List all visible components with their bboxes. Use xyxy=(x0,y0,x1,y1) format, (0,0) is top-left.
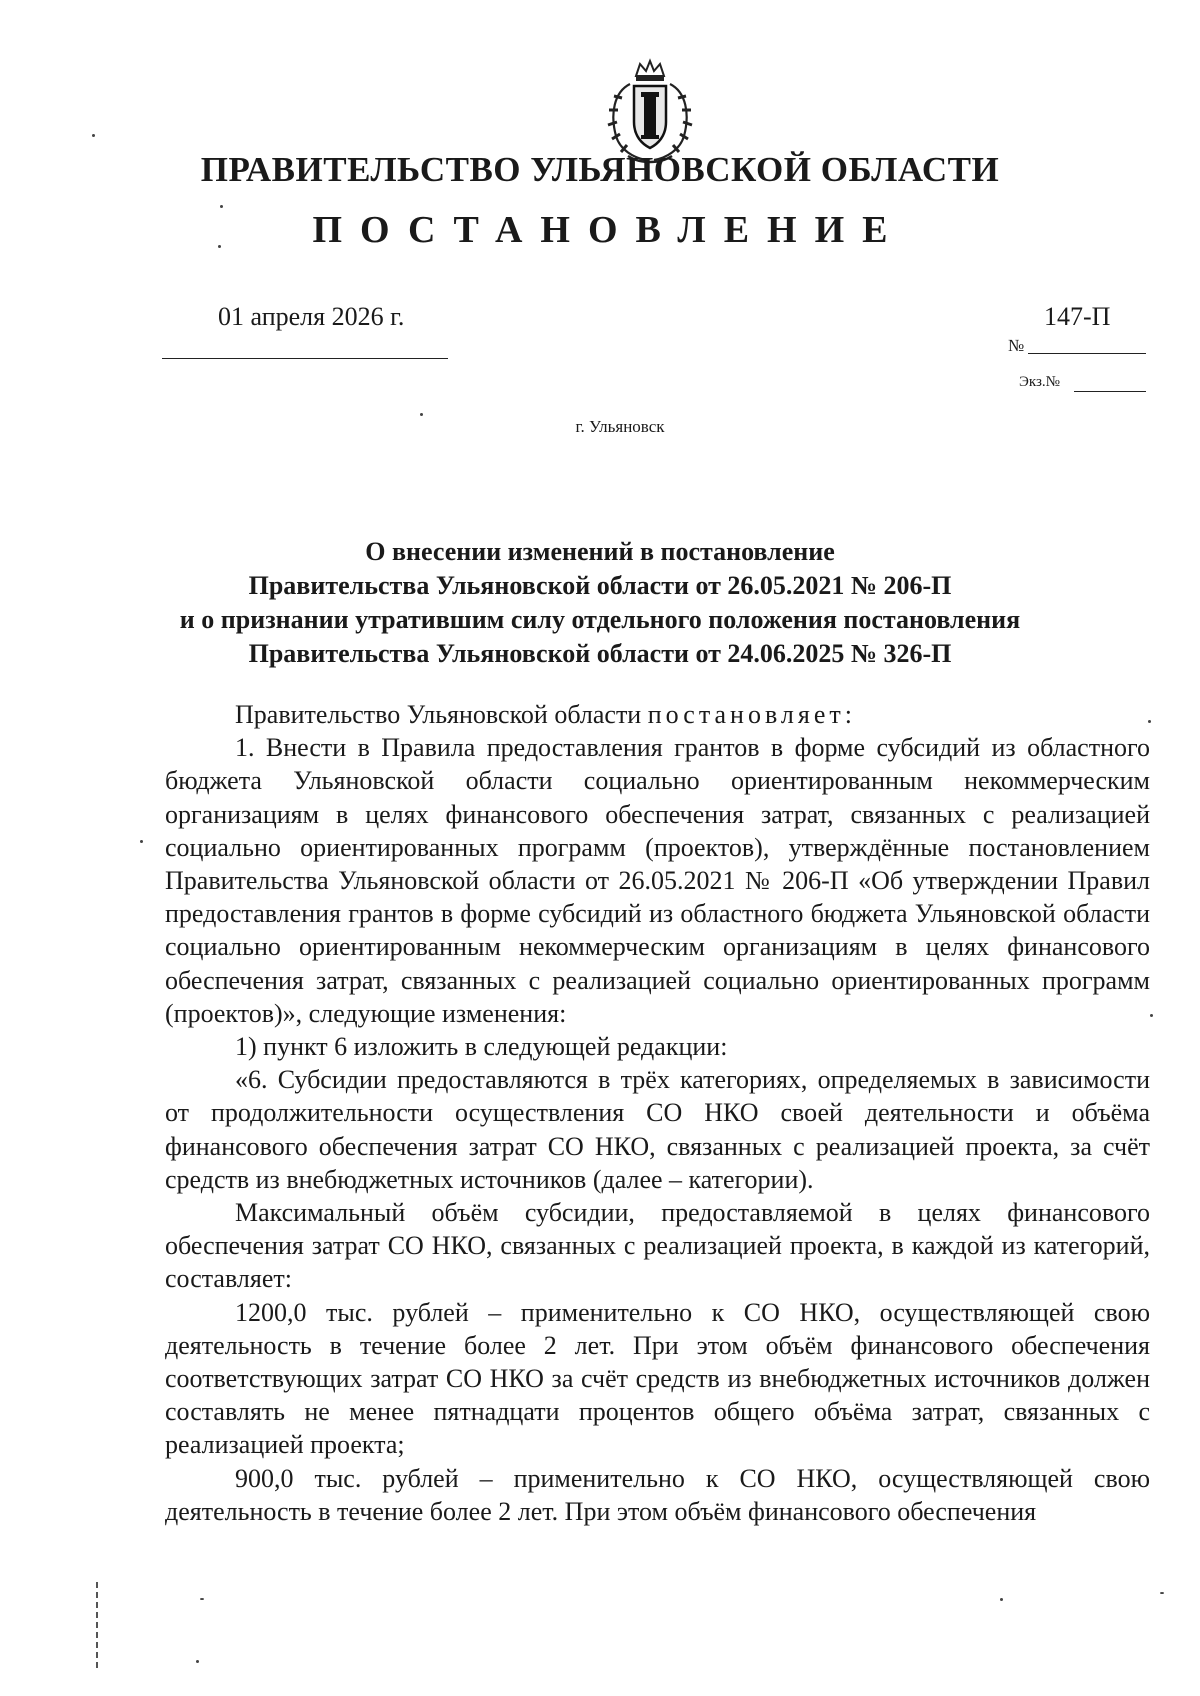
copy-number-underline xyxy=(1074,391,1146,392)
scan-speck xyxy=(1000,1598,1003,1601)
document-number: 147-П xyxy=(1044,302,1111,331)
scan-speck xyxy=(140,840,143,843)
body-paragraph: 900,0 тыс. рублей – применительно к СО НКО, осуществляющей свою деятельность в течение более 2 лет. При этом объём финансового обеспечения xyxy=(165,1463,1150,1526)
subject-line: Правительства Ульяновской области от 24.06.2025 № 326-П xyxy=(248,639,952,668)
body-paragraph: 1) пункт 6 изложить в следующей редакции: xyxy=(235,1032,728,1062)
document-subject xyxy=(0,535,1200,671)
preamble-text: Правительство Ульяновской области xyxy=(235,700,648,729)
government-title: ПРАВИТЕЛЬСТВО УЛЬЯНОВСКОЙ ОБЛАСТИ xyxy=(200,150,1000,189)
preamble-paragraph xyxy=(165,698,1150,731)
scan-speck xyxy=(92,134,95,137)
document-date: 01 апреля 2026 г. xyxy=(218,302,405,331)
scan-speck xyxy=(218,245,221,248)
body-paragraph: «6. Субсидии предоставляются в трёх категориях, определяемых в зависимости от продолжительности осуществления СО НКО своей деятельности и объёма финансового обеспечения затрат СО НКО, связанных с реализацией проекта, за счёт средств из внебюджетных источников (далее – категории). xyxy=(165,1065,1150,1194)
subject-line: Правительства Ульяновской области от 26.05.2021 № 206-П xyxy=(248,571,952,600)
scan-edge-mark xyxy=(96,1582,100,1668)
document-type-heading: ПОСТАНОВЛЕНИЕ xyxy=(312,209,906,251)
number-underline xyxy=(1028,353,1146,354)
scan-speck xyxy=(1150,1014,1153,1017)
document-body xyxy=(165,698,1150,1528)
scan-speck xyxy=(420,413,423,416)
scan-speck xyxy=(1160,1592,1164,1594)
copy-number-label: Экз.№ xyxy=(1019,374,1060,390)
scan-speck xyxy=(196,1660,199,1663)
preamble-verb: постановляет: xyxy=(647,700,856,729)
body-paragraph: Максимальный объём субсидии, предоставляемой в целях финансового обеспечения затрат СО НКО, связанных с реализацией проекта, в каждой из категорий, составляет: xyxy=(165,1198,1150,1294)
scan-speck xyxy=(220,205,223,208)
scan-speck xyxy=(200,1598,204,1600)
date-underline xyxy=(162,358,448,359)
number-sign: № xyxy=(1008,336,1025,355)
city-name: г. Ульяновск xyxy=(575,417,665,436)
scan-speck xyxy=(1148,720,1151,723)
subject-line: О внесении изменений в постановление xyxy=(365,537,835,566)
subject-line: и о признании утратившим силу отдельного положения постановления xyxy=(179,605,1021,634)
body-paragraph: 1. Внести в Правила предоставления грантов в форме субсидий из областного бюджета Ульяновской области социально ориентированным некоммерческим организациям в целях финансового обеспечения затрат, связанных с реализацией социально ориентированных программ (проектов), утверждённые постановлением Правительства Ульяновской области от 26.05.2021 № 206-П «Об утверждении Правил предоставления грантов в форме субсидий из областного бюджета Ульяновской области социально ориентированным некоммерческим организациям в целях финансового обеспечения затрат, связанных с реализацией социально ориентированных программ (проектов)», следующие изменения: xyxy=(165,733,1150,1028)
body-paragraph: 1200,0 тыс. рублей – применительно к СО НКО, осуществляющей свою деятельность в течение более 2 лет. При этом объём финансового обеспечения соответствующих затрат СО НКО за счёт средств из внебюджетных источников должен составлять не менее пятнадцати процентов общего объёма затрат, связанных с реализацией проекта; xyxy=(165,1297,1150,1460)
